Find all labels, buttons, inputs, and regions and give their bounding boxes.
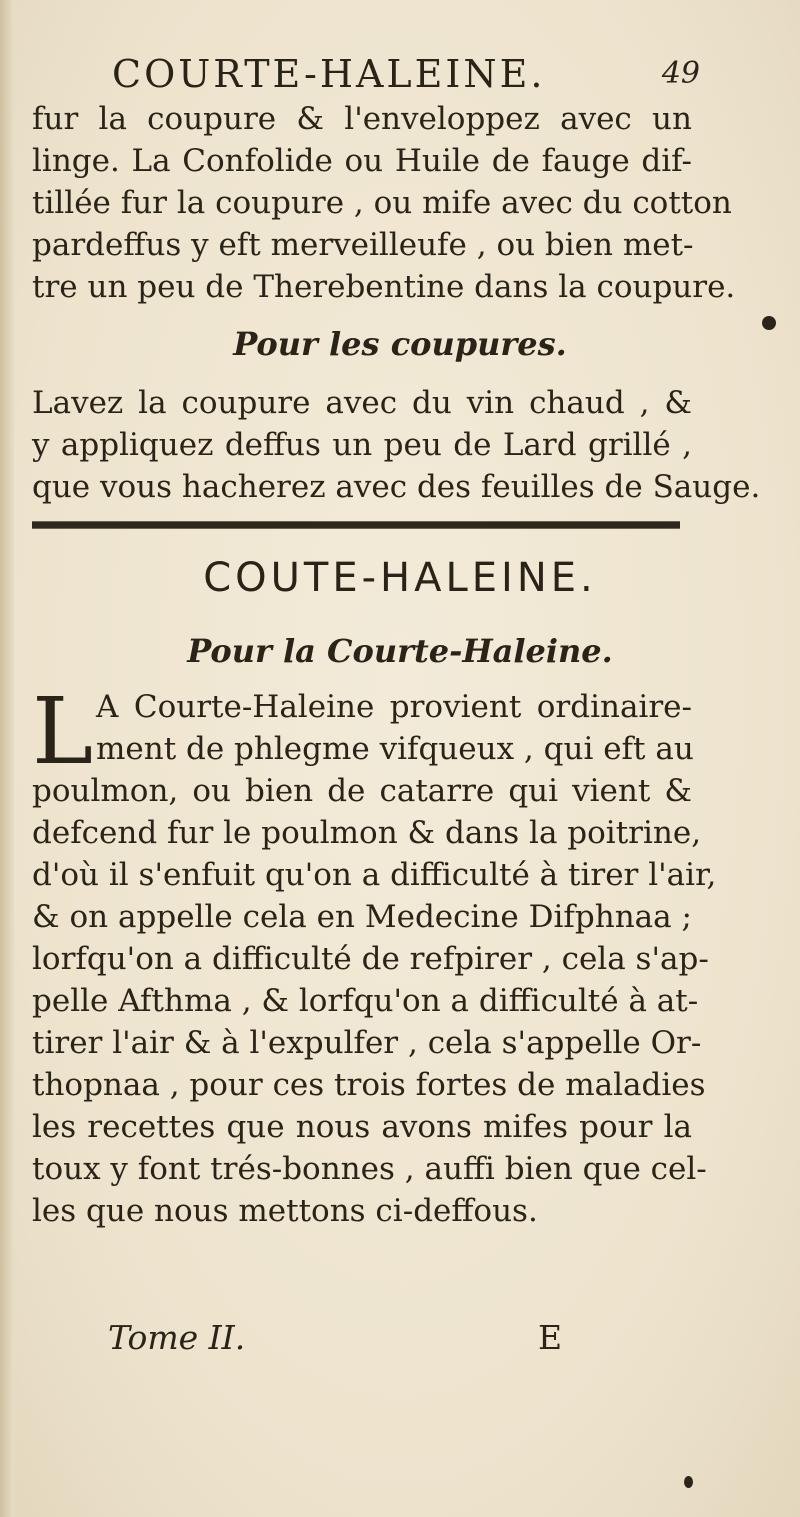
text-line: y appliquez deffus un peu de Lard grillé , — [32, 427, 692, 463]
text-line: pelle Afthma , & lorfqu'on a difficulté à at- — [32, 983, 699, 1019]
cuts-heading: Pour les coupures. — [233, 325, 567, 363]
section-divider — [32, 521, 680, 529]
continuation-paragraph — [32, 98, 736, 308]
text-line: les recettes que nous avons mifes pour la — [32, 1109, 692, 1145]
text-line: que vous hacherez avec des feuilles de Sauge. — [32, 469, 761, 505]
text-line: ment de phlegme vifqueux , qui eft au — [96, 731, 694, 767]
page-gutter — [0, 0, 14, 1517]
text-line: A Courte-Haleine provient ordinaire- — [96, 689, 692, 725]
text-line: fur la coupure & l'enveloppez avec un — [32, 101, 692, 137]
running-title: COURTE-HALEINE. — [112, 52, 546, 96]
text-line: Lavez la coupure avec du vin chaud , & — [32, 385, 692, 421]
text-line: & on appelle cela en Medecine Difphnaa ; — [32, 899, 692, 935]
drop-cap: L — [32, 678, 94, 785]
ink-spot — [762, 316, 776, 330]
text-line: d'où il s'enfuit qu'on a difficulté à tirer l'air, — [32, 857, 717, 893]
running-header — [112, 52, 700, 100]
main-paragraph — [32, 770, 717, 1232]
cuts-paragraph — [32, 382, 761, 508]
text-line: pardeffus y eft merveilleufe , ou bien met- — [32, 227, 694, 263]
text-line: lorfqu'on a difficulté de refpirer , cela s'ap- — [32, 941, 709, 977]
page-number: 49 — [661, 56, 700, 91]
text-line: les que nous mettons ci-deffous. — [32, 1193, 538, 1229]
gathering-mark: E — [538, 1318, 563, 1357]
section-title: COUTE-HALEINE. — [203, 555, 597, 601]
main-paragraph-indented — [96, 686, 692, 770]
text-line: linge. La Confolide ou Huile de fauge dif- — [32, 143, 692, 179]
ink-spot — [684, 1476, 693, 1488]
text-line: defcend fur le poulmon & dans la poitrine, — [32, 815, 702, 851]
text-line: toux y font trés-bonnes , auffi bien que cel- — [32, 1151, 707, 1187]
text-line: poulmon, ou bien de catarre qui vient & — [32, 773, 692, 809]
text-line: tirer l'air & à l'expulfer , cela s'appelle Or- — [32, 1025, 702, 1061]
section-subtitle: Pour la Courte-Haleine. — [187, 632, 613, 670]
text-line: tillée fur la coupure , ou mife avec du cotton — [32, 185, 732, 221]
text-line: tre un peu de Therebentine dans la coupure. — [32, 269, 736, 305]
signature-mark: Tome II. — [108, 1318, 246, 1357]
text-line: thopnaa , pour ces trois fortes de maladies — [32, 1067, 706, 1103]
